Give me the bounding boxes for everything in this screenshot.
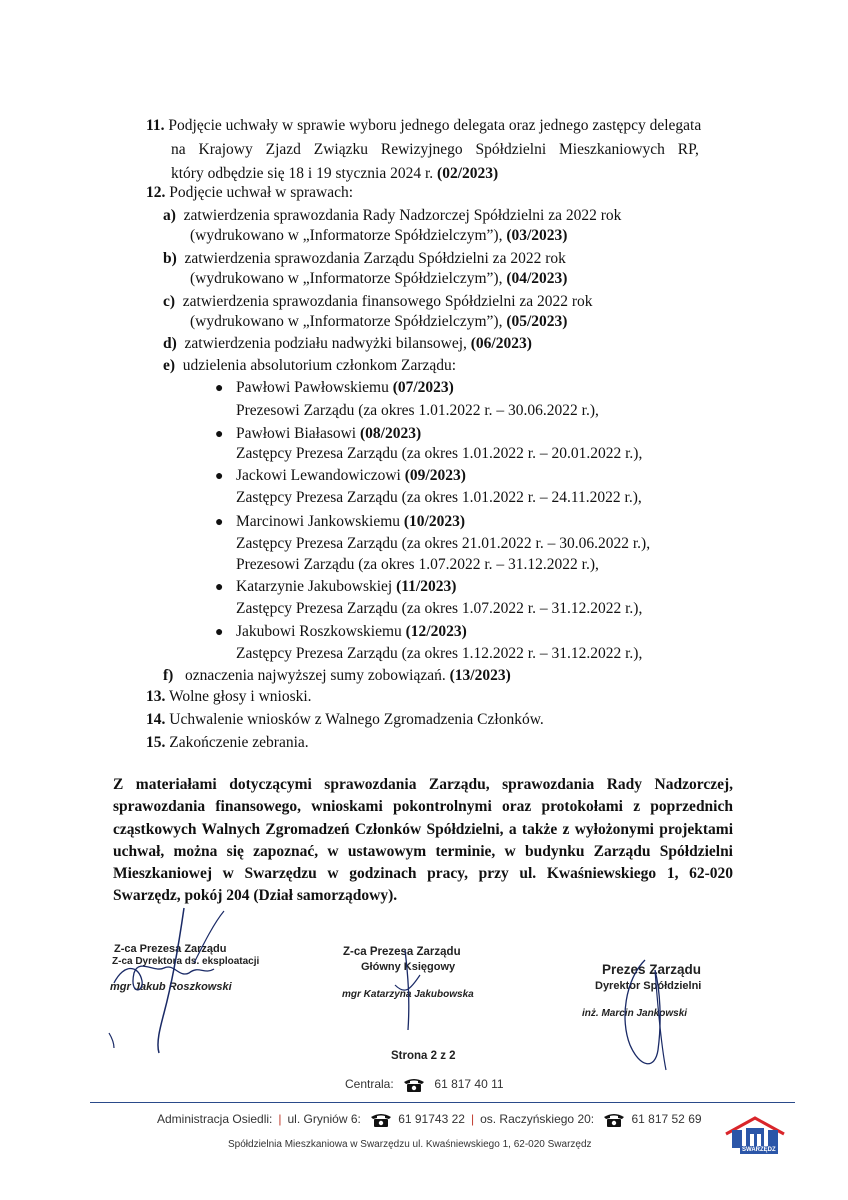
list-item: Katarzynie Jakubowskiej (11/2023)	[236, 578, 457, 595]
handwritten-signature-left	[104, 903, 264, 1063]
item-text: Podjęcie uchwały w sprawie wyboru jednego delegata oraz jednego zastępcy delegata	[168, 117, 702, 134]
footer-central: Centrala: 61 817 40 11	[345, 1077, 504, 1092]
sub-item-a-line2: (wydrukowano w „Informatorze Spółdzielczym”), (03/2023)	[190, 227, 568, 244]
bullet-icon: ●	[215, 625, 224, 640]
logo-text: SWARZĘDZ	[742, 1147, 776, 1153]
sub-item-c-line2: (wydrukowano w „Informatorze Spółdzielczym”), (05/2023)	[190, 313, 568, 330]
logo-house-icon	[724, 1116, 786, 1150]
agenda-item-13: 13. Wolne głosy i wnioski.	[146, 688, 312, 705]
list-item-detail: Zastępcy Prezesa Zarządu (za okres 21.01.2022 r. – 30.06.2022 r.),	[236, 535, 651, 552]
bullet-icon: ●	[215, 427, 224, 442]
sub-item-b: b) zatwierdzenia sprawozdania Zarządu Spółdzielni za 2022 rok	[163, 250, 566, 267]
sub-item-a: a) zatwierdzenia sprawozdania Rady Nadzorczej Spółdzielni za 2022 rok	[163, 207, 622, 224]
list-item: Marcinowi Jankowskiemu (10/2023)	[236, 513, 466, 530]
agenda-item-11	[146, 116, 701, 136]
sub-item-c: c) zatwierdzenia sprawozdania finansowego Spółdzielni za 2022 rok	[163, 293, 593, 310]
page-number: Strona 2 z 2	[391, 1050, 456, 1062]
document-page: 11. Podjęcie uchwały w sprawie wyboru jednego delegata oraz jednego zastępcy delegata na Krajowy Zjazd Związku Rewizyjnego Spółdzielni Mieszkaniowych RP, który odbędzie się 18 i 19 stycznia 2024 r. (02/2023) 12. Podjęcie uchwał w sprawach: a) zatwierdzenia sprawozdania Rady Nadzorczej Spółdzielni za 2022 rok (wydrukowano w „Informatorze Spółdzielczym”), (03/2023) b) zatwierdzenia sprawozdania Zarządu Spółdzielni za 2022 rok (wydrukowano w „Informatorze Spółdzielczym”), (04/2023) c) zatwierdzenia sprawozdania finansowego Spółdzielni za 2022 rok (wydrukowano w „Informatorze Spółdzielczym”), (05/2023) d) zatwierdzenia podziału nadwyżki bilansowej, (06/2023) e) udzielenia absolutorium członkom Zarządu: ● Pawłowi Pawłowskiemu (07/2023) Prezesowi Zarządu (za okres 1.01.2022 r. – 30.06.2022 r.), ● Pawłowi Białasowi (08/2023) Zastępcy Prezesa Zarządu (za okres 1.01.2022 r. – 20.01.2022 r.), ● Jackowi Lewandowiczowi (09/2023) Zastępcy Prezesa Zarządu (za okres 1.01.2022 r. – 24.11.2022 r.), ● Marcinowi Jankowskiemu (10/2023) Zastępcy Prezesa Zarządu (za okres 21.01.2022 r. – 30.06.2022 r.), Prezesowi Zarządu (za okres 1.07.2022 r. – 31.12.2022 r.), ● Katarzynie Jakubowskiej (11/2023) Zastępcy Prezesa Zarządu (za okres 1.07.2022 r. – 31.12.2022 r.), ● Jakubowi Roszkowskiemu (12/2023) Zastępcy Prezesa Zarządu (za okres 1.12.2022 r. – 31.12.2022 r.), f) oznaczenia najwyższej sumy zobowiązań. (13/2023) 13. Wolne głosy i wnioski. 14. Uchwalenie wniosków z Walnego Zgromadzenia Członków. 15. Zakończenie zebrania. Z materiałami dotyczącymi sprawozdania Zarządu, sprawozdania Rady Nadzorczej, sprawozdania finansowego, wnioskami pokontrolnymi oraz protokołami z poprzednich cząstkowych Walnych Zgromadzeń Członków Spółdzielni, a także z wyłożonymi projektami uchwał, można się zapoznać, w ustawowym terminie, w budynku Zarządu Spółdzielni Mieszkaniowej w Swarzędzu w godzinach pracy, przy ul. Kwaśniewskiego 1, 62-020 Swarzędz, pokój 204 (Dział samorządowy). Z-ca Prezesa Zarządu Z-ca Dyrektora ds. eksploatacji mgr Jakub Roszkowski Z-ca Prezesa Zarządu Główny Księgowy mgr Katarzyna Jakubowska Prezes Zarządu Dyrektor Spółdzielni inż. Marcin Jankowski Strona 2 z 2 Centrala: 61 817 40 11 Administracja Osiedli: | ul. Gryniów 6: 61 91743 22 | os. Raczyńskiego 20: 61 817 52 69 Spółdzielnia Mieszkaniowa w Swarzędzu ul. Kwaśniewskiego 1, 62-020 Swarzędz SWARZĘDZ	[0, 0, 848, 1200]
agenda-item-12: 12. Podjęcie uchwał w sprawach:	[146, 184, 354, 201]
list-item-detail: Zastępcy Prezesa Zarządu (za okres 1.01.2022 r. – 24.11.2022 r.),	[236, 489, 642, 506]
handwritten-signature-middle	[380, 945, 440, 1035]
separator: |	[470, 1112, 475, 1127]
footer-administration: Administracja Osiedli: | ul. Gryniów 6: 61 91743 22 | os. Raczyńskiego 20: 61 817 52 69	[157, 1112, 702, 1127]
phone-icon	[603, 1112, 625, 1128]
bullet-icon: ●	[215, 381, 224, 396]
list-item-detail: Zastępcy Prezesa Zarządu (za okres 1.01.2022 r. – 20.01.2022 r.),	[236, 445, 643, 462]
bullet-icon: ●	[215, 515, 224, 530]
sub-item-b-line2: (wydrukowano w „Informatorze Spółdzielczym”), (04/2023)	[190, 270, 568, 287]
list-item-detail: Prezesowi Zarządu (za okres 1.07.2022 r. – 31.12.2022 r.),	[236, 556, 599, 573]
resolution-code: (02/2023)	[437, 165, 499, 182]
agenda-item-15: 15. Zakończenie zebrania.	[146, 734, 309, 751]
notice-paragraph: Z materiałami dotyczącymi sprawozdania Zarządu, sprawozdania Rady Nadzorczej, sprawozdania finansowego, wnioskami pokontrolnymi oraz protokołami z poprzednich cząstkowych Walnych Zgromadzeń Członków Spółdzielni, a także z wyłożonymi projektami uchwał, można się zapoznać, w ustawowym terminie, w budynku Zarządu Spółdzielni Mieszkaniowej w Swarzędzu w godzinach pracy, przy ul. Kwaśniewskiego 1, 62-020 Swarzędz, pokój 204 (Dział samorządowy).	[113, 776, 733, 905]
agenda-item-11-line3: który odbędzie się 18 i 19 stycznia 2024 r. (02/2023)	[171, 165, 499, 182]
list-item-detail: Zastępcy Prezesa Zarządu (za okres 1.12.2022 r. – 31.12.2022 r.),	[236, 645, 643, 662]
agenda-item-11-line2: na Krajowy Zjazd Związku Rewizyjnego Spółdzielni Mieszkaniowych RP,	[171, 141, 699, 158]
separator: |	[278, 1112, 282, 1127]
footer-address: Spółdzielnia Mieszkaniowa w Swarzędzu ul. Kwaśniewskiego 1, 62-020 Swarzędz	[228, 1139, 592, 1150]
agenda-item-14: 14. Uchwalenie wniosków z Walnego Zgromadzenia Członków.	[146, 711, 544, 728]
handwritten-signature-right	[600, 950, 700, 1080]
list-item: Jakubowi Roszkowskiemu (12/2023)	[236, 623, 467, 640]
bullet-icon: ●	[215, 580, 224, 595]
sub-item-e: e) udzielenia absolutorium członkom Zarządu:	[163, 357, 457, 374]
cooperative-logo	[724, 1116, 786, 1156]
sub-item-d: d) zatwierdzenia podziału nadwyżki bilansowej, (06/2023)	[163, 335, 532, 352]
sub-item-f: f) oznaczenia najwyższej sumy zobowiązań. (13/2023)	[163, 667, 511, 684]
list-item-detail: Prezesowi Zarządu (za okres 1.01.2022 r. – 30.06.2022 r.),	[236, 402, 599, 419]
bullet-icon: ●	[215, 469, 224, 484]
list-item: Pawłowi Pawłowskiemu (07/2023)	[236, 379, 454, 396]
footer-divider	[90, 1102, 795, 1103]
list-item-detail: Zastępcy Prezesa Zarządu (za okres 1.07.2022 r. – 31.12.2022 r.),	[236, 600, 643, 617]
list-item: Jackowi Lewandowiczowi (09/2023)	[236, 467, 466, 484]
phone-icon	[403, 1077, 425, 1093]
item-number: 11.	[146, 117, 165, 134]
list-item: Pawłowi Białasowi (08/2023)	[236, 425, 422, 442]
phone-icon	[370, 1112, 392, 1128]
